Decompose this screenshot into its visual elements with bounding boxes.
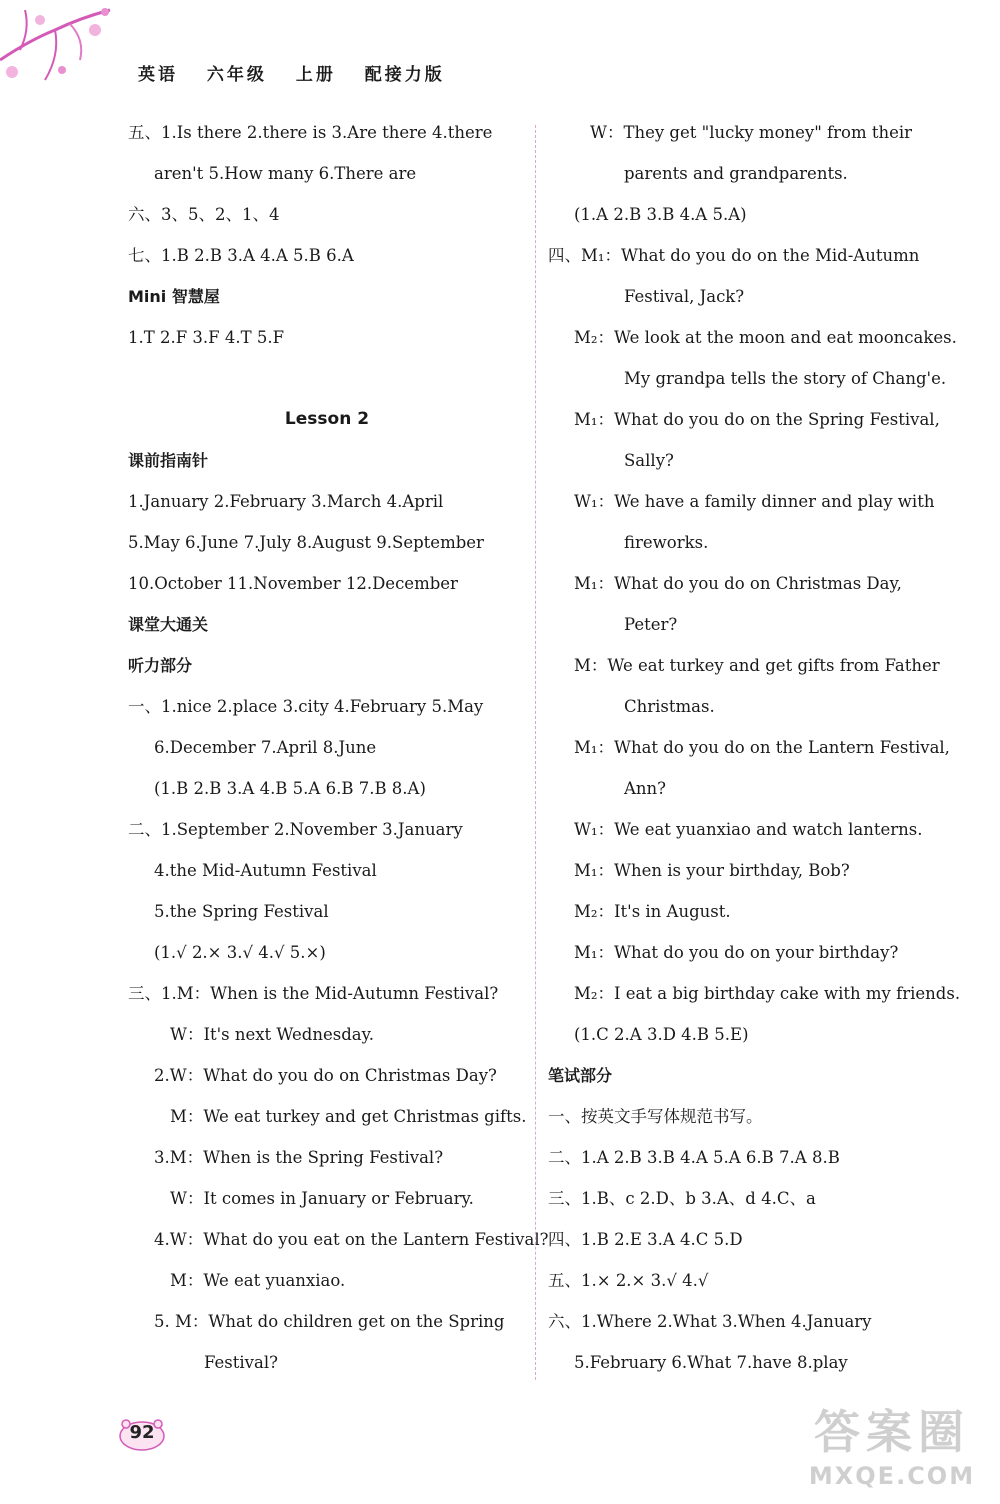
column-divider xyxy=(535,125,536,1380)
answer-line: fireworks. xyxy=(624,533,709,552)
book-header xyxy=(138,60,465,85)
answer-line: M₁：What do you do on the Lantern Festival, xyxy=(574,738,950,757)
answer-line: W₁：We eat yuanxiao and watch lanterns. xyxy=(574,820,923,839)
answer-line: (1.A 2.B 3.B 4.A 5.A) xyxy=(574,205,747,224)
answer-line xyxy=(128,358,526,399)
answer-line: W₁：We have a family dinner and play with xyxy=(574,492,935,511)
answer-line: 1.January 2.February 3.March 4.April xyxy=(128,492,444,511)
answer-line: 1.T 2.F 3.F 4.T 5.F xyxy=(128,328,285,347)
answer-line: 10.October 11.November 12.December xyxy=(128,574,458,593)
answer-line: M₂：It's in August. xyxy=(574,902,731,921)
answer-line: 2.W：What do you do on Christmas Day? xyxy=(154,1066,497,1085)
flower-branch-decoration xyxy=(0,0,120,90)
header-subject: 英语 xyxy=(138,65,178,85)
answer-line: W：They get "lucky money" from their xyxy=(590,123,913,142)
watermark xyxy=(792,1396,992,1496)
answer-line: 四、M₁：What do you do on the Mid-Autumn xyxy=(548,246,920,265)
answer-line: Sally? xyxy=(624,451,674,470)
answer-line: 5.February 6.What 7.have 8.play xyxy=(574,1353,848,1372)
answer-line: M₁：What do you do on your birthday? xyxy=(574,943,899,962)
answer-line: Christmas. xyxy=(624,697,715,716)
answer-line: 三、1.B、c 2.D、b 3.A、d 4.C、a xyxy=(548,1189,816,1208)
right-column xyxy=(548,112,961,1383)
answer-line: (1.B 2.B 3.A 4.B 5.A 6.B 7.B 8.A) xyxy=(154,779,426,798)
answer-line: Festival? xyxy=(204,1353,278,1372)
answer-line: 5.the Spring Festival xyxy=(154,902,329,921)
answer-line: (1.C 2.A 3.D 4.B 5.E) xyxy=(574,1025,749,1044)
answer-line: 五、1.× 2.× 3.√ 4.√ xyxy=(548,1271,709,1290)
answer-line: M₁：When is your birthday, Bob? xyxy=(574,861,850,880)
answer-line: 3.M：When is the Spring Festival? xyxy=(154,1148,444,1167)
page-number: 92 xyxy=(129,1422,155,1443)
answer-line: Ann? xyxy=(624,779,667,798)
header-edition: 配接力版 xyxy=(364,65,445,85)
answer-line: 六、1.Where 2.What 3.When 4.January xyxy=(548,1312,872,1331)
section-heading: 课堂大通关 xyxy=(128,615,209,634)
answer-line: 5. M：What do children get on the Spring xyxy=(154,1312,505,1331)
answer-line: 一、1.nice 2.place 3.city 4.February 5.May xyxy=(128,697,484,716)
section-heading: 课前指南针 xyxy=(128,451,209,470)
section-heading: Mini 智慧屋 xyxy=(128,287,220,306)
answer-line: 6.December 7.April 8.June xyxy=(154,738,377,757)
answer-line: 六、3、5、2、1、4 xyxy=(128,205,280,224)
answer-line: aren't 5.How many 6.There are xyxy=(154,164,417,183)
answer-line: M₂：I eat a big birthday cake with my friends. xyxy=(574,984,961,1003)
answer-line: My grandpa tells the story of Chang'e. xyxy=(624,369,947,388)
header-volume: 上册 xyxy=(295,65,336,85)
answer-line: (1.√ 2.× 3.√ 4.√ 5.×) xyxy=(154,943,326,962)
answer-line: 三、1.M：When is the Mid-Autumn Festival? xyxy=(128,984,499,1003)
answer-line: Festival, Jack? xyxy=(624,287,745,306)
answer-line: 4.the Mid-Autumn Festival xyxy=(154,861,377,880)
answer-line: M：We eat turkey and get gifts from Father xyxy=(574,656,940,675)
page-number-badge xyxy=(118,1418,166,1452)
answer-line: Peter? xyxy=(624,615,678,634)
answer-line: 二、1.September 2.November 3.January xyxy=(128,820,463,839)
watermark-site: MXQE.COM xyxy=(808,1462,976,1490)
answer-line: 4.W：What do you eat on the Lantern Festival? xyxy=(154,1230,549,1249)
answer-line: 5.May 6.June 7.July 8.August 9.September xyxy=(128,533,484,552)
answer-line: 一、按英文手写体规范书写。 xyxy=(548,1107,763,1126)
answer-line: M₁：What do you do on the Spring Festival, xyxy=(574,410,940,429)
answer-line: M₂：We look at the moon and eat mooncakes. xyxy=(574,328,957,347)
section-heading: 笔试部分 xyxy=(548,1066,613,1085)
answer-line: W：It's next Wednesday. xyxy=(170,1025,375,1044)
answer-line: 五、1.Is there 2.there is 3.Are there 4.there xyxy=(128,123,493,142)
lesson-title: Lesson 2 xyxy=(284,409,370,429)
watermark-logo-text: 答案圈 xyxy=(814,1405,970,1459)
answer-line: M₁：What do you do on Christmas Day, xyxy=(574,574,902,593)
answer-line: parents and grandparents. xyxy=(624,164,848,183)
answer-line: M：We eat yuanxiao. xyxy=(170,1271,346,1290)
left-column xyxy=(128,112,549,1383)
answer-line: 七、1.B 2.B 3.A 4.A 5.B 6.A xyxy=(128,246,354,265)
answer-line: W：It comes in January or February. xyxy=(170,1189,474,1208)
section-heading: 听力部分 xyxy=(128,656,193,675)
answer-line: 四、1.B 2.E 3.A 4.C 5.D xyxy=(548,1230,743,1249)
header-grade: 六年级 xyxy=(206,65,267,85)
answer-line: M：We eat turkey and get Christmas gifts. xyxy=(170,1107,527,1126)
answer-line: 二、1.A 2.B 3.B 4.A 5.A 6.B 7.A 8.B xyxy=(548,1148,840,1167)
